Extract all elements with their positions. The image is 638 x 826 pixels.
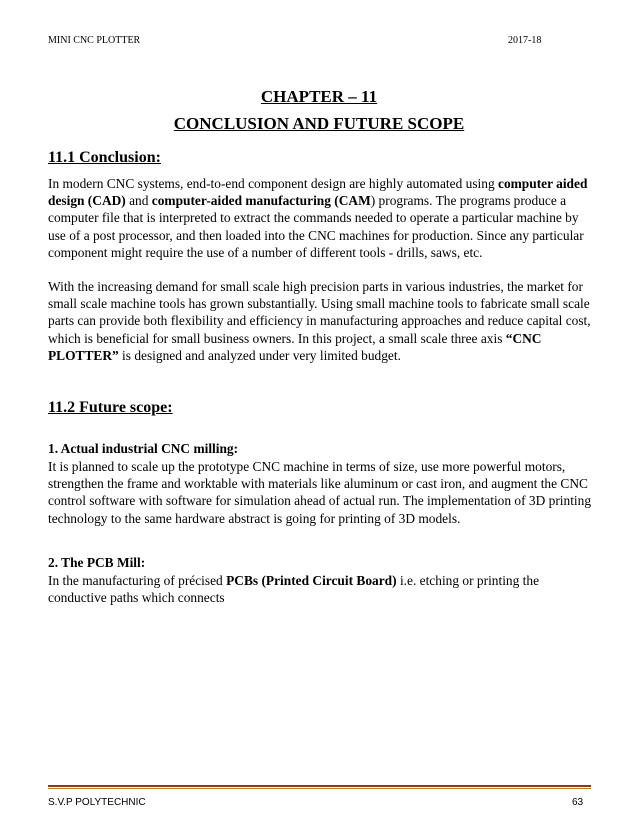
conclusion-paragraph-2: With the increasing demand for small scale high precision parts in various industries, the market for small scale machine tools has grown substantially. Using small machine tools to fabricate small scale parts can provide both flexibility and efficiency in manufacturing approaches and reduce capital cost, which is beneficial for small business owners. In this project, a small scale three axis “CNC PLOTTER” is designed and analyzed under very limited budget. — [48, 279, 591, 363]
footer-rule-light — [48, 788, 591, 789]
chapter-label: CHAPTER – 11 — [260, 87, 378, 106]
footer-institution: S.V.P POLYTECHNIC — [48, 797, 146, 808]
future-item-1-title: 1. Actual industrial CNC milling: — [48, 441, 239, 456]
footer-page-number: 63 — [572, 797, 584, 808]
section-heading-conclusion: 11.1 Conclusion: — [48, 149, 161, 166]
section-heading-future-scope: 11.2 Future scope: — [48, 399, 173, 416]
header-year: 2017-18 — [508, 35, 542, 46]
future-item-2-title: 2. The PCB Mill: — [48, 555, 146, 570]
chapter-title: CONCLUSION AND FUTURE SCOPE — [173, 114, 465, 133]
header-title: MINI CNC PLOTTER — [48, 35, 141, 46]
conclusion-paragraph-1: In modern CNC systems, end-to-end component design are highly automated using computer aided design (CAD) and computer-aided manufacturing (CAM) programs. The programs produce a computer file that is interpreted to extract the commands needed to operate a particular machine by use of a post processor, and then loaded into the CNC machines for production. Since any particular component might require the use of a number of different tools - drills, saws, etc. — [48, 176, 588, 260]
future-item-2-text: In the manufacturing of précised PCBs (Printed Circuit Board) i.e. etching or printing the conductive paths which connects — [48, 573, 540, 606]
future-item-1-text: It is planned to scale up the prototype CNC machine in terms of size, use more powerful motors, strengthen the frame and worktable with materials like aluminum or cast iron, and augment the CNC control software with software for simulation ahead of actual run. The implementation of 3D printing technology to the same hardware abstract is going for printing of 3D models. — [48, 459, 592, 526]
footer-rule-dark — [48, 785, 591, 787]
